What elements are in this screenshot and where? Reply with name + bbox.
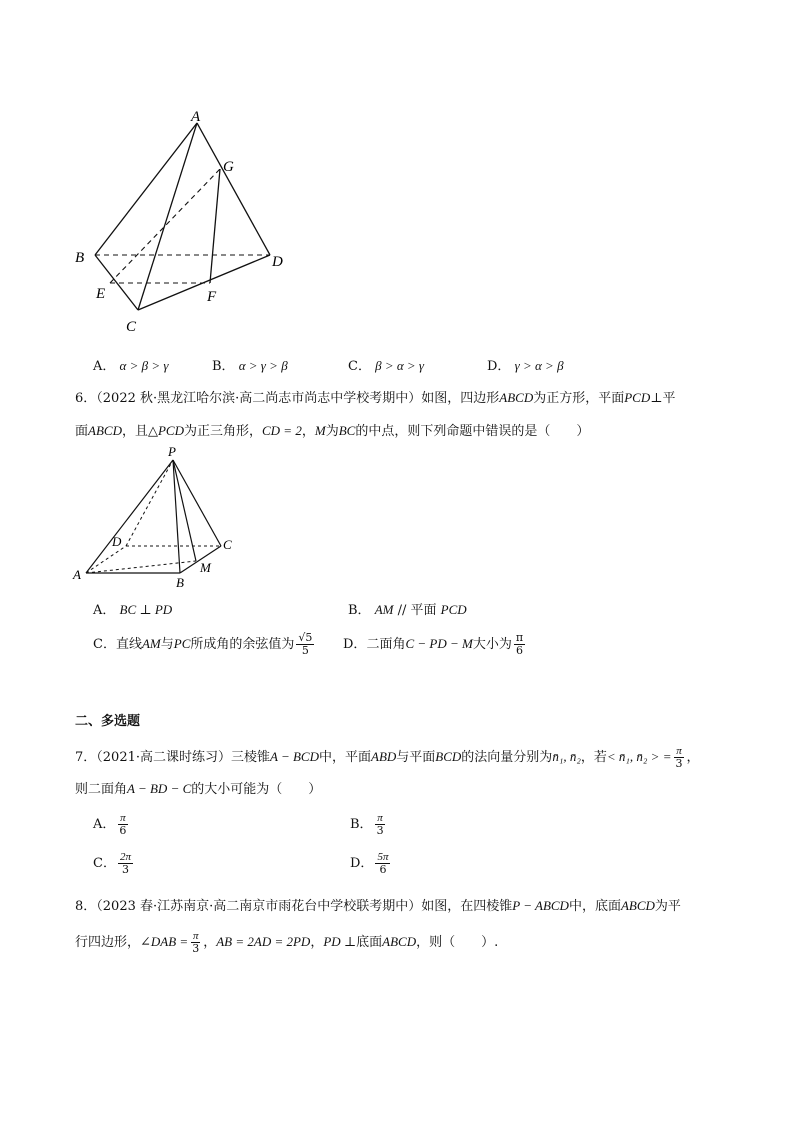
q6-line1-tail: ⊥平: [650, 391, 676, 406]
q6-option-b-am: AM: [374, 602, 394, 617]
q7-option-b[interactable]: [350, 812, 388, 837]
q5-label-f: F: [207, 289, 217, 305]
q6-number: 6．: [75, 391, 97, 406]
q6-label-c: C: [223, 537, 232, 552]
q6-option-a-letter: A．: [93, 603, 116, 618]
q8-number: 8．: [75, 899, 97, 914]
q7-option-c-fraction: [118, 851, 133, 876]
q5-option-b[interactable]: [212, 356, 288, 378]
q7-line-2: [75, 779, 321, 801]
q6-l2-abcd: ABCD: [88, 423, 122, 438]
q8-l2-pre: 行四边形，: [75, 935, 141, 951]
q6-option-b-pcd: PCD: [440, 602, 467, 617]
q5-option-d-math: γ > α > β: [514, 358, 564, 373]
q7-l2-pre: 则二面角: [75, 782, 128, 797]
q5-label-b: B: [75, 250, 85, 266]
q6-label-a: A: [73, 567, 81, 582]
q6-l2-mid1: ，且△: [121, 424, 158, 439]
q7-angle-den: 3: [675, 757, 683, 771]
q6-option-c-mid: 与: [160, 637, 174, 653]
q6-option-b[interactable]: [348, 600, 467, 622]
q7-option-c-letter: C．: [93, 856, 116, 872]
q6-option-c-letter: C．: [93, 637, 116, 653]
q6-l2-mid3: ，: [301, 424, 315, 439]
q7-vecs: n̄₁, n̄₂: [552, 749, 581, 765]
q6-option-c-pre: 直线: [115, 637, 142, 653]
q7-angle-fraction: [673, 745, 684, 770]
q6-option-d-pre: 二面角: [366, 637, 406, 653]
q5-label-d: D: [272, 254, 283, 270]
q8-pyr: P − ABCD: [512, 898, 569, 913]
q6-option-b-text: // 平面: [393, 603, 441, 618]
q6-option-c-den: 5: [301, 644, 309, 658]
q5-option-d[interactable]: [487, 356, 564, 378]
q7-bcd: BCD: [435, 749, 462, 765]
q7-angle: < n̄₁, n̄₂ > =: [606, 749, 672, 765]
q8-eq: AB = 2AD = 2PD: [216, 934, 311, 950]
q7-dihedral: A − BD − C: [127, 781, 192, 796]
q5-label-c: C: [126, 319, 137, 335]
q6-label-d: D: [112, 534, 122, 549]
q8-angle-den: 3: [192, 942, 200, 956]
q6-option-b-letter: B．: [348, 603, 371, 618]
q6-option-c[interactable]: [93, 632, 316, 657]
q6-label-p: P: [168, 444, 176, 459]
q7-option-c-num: 2π: [119, 851, 131, 863]
q6-option-d-letter: D．: [343, 637, 367, 653]
q5-option-a[interactable]: [93, 356, 169, 378]
q5-option-c-letter: C．: [348, 359, 371, 374]
q8-t4: ，: [310, 935, 324, 951]
q7-line-1: [75, 745, 700, 770]
q6-label-b: B: [176, 575, 184, 590]
q7-t5: ，: [686, 750, 700, 766]
q7-option-d[interactable]: [350, 851, 392, 876]
q7-option-a-den: 6: [119, 824, 127, 838]
q7-angle-num: π: [676, 745, 682, 757]
q6-option-c-pc: PC: [173, 636, 191, 652]
q6-option-d-post: 大小为: [472, 637, 512, 653]
q6-l2-pre: 面: [75, 424, 89, 439]
q6-abcd: ABCD: [499, 390, 534, 405]
q8-abcd2: ABCD: [382, 934, 417, 950]
section-heading-multi-choice: 二、多选题: [75, 714, 141, 729]
q7-abd: ABD: [371, 749, 397, 765]
q8-t1: 中，底面: [568, 899, 621, 914]
q7-t1: 中，平面: [318, 750, 371, 766]
q7-tet: A − BCD: [270, 749, 319, 765]
q6-line-1: [75, 388, 675, 410]
q8-perp: PD ⊥: [323, 934, 357, 950]
q5-option-c[interactable]: [348, 356, 424, 378]
q7-option-a-fraction: [117, 812, 128, 837]
q8-angle-fraction: [190, 930, 201, 955]
q5-option-c-math: β > α > γ: [375, 358, 425, 373]
q6-l2-pcd: PCD: [157, 423, 184, 438]
q6-pcd: PCD: [624, 390, 651, 405]
q6-l2-bc: BC: [338, 423, 356, 438]
q6-option-c-num: √5: [298, 631, 313, 644]
q5-tetrahedron-figure: [70, 105, 300, 340]
q8-line-1: [75, 896, 681, 918]
q7-t3: 的法向量分别为: [461, 750, 553, 766]
q6-option-d-math: C − PD − M: [405, 636, 473, 652]
q7-option-c-den: 3: [121, 863, 129, 877]
q6-option-d-fraction: [514, 632, 525, 657]
q5-label-a: A: [191, 109, 201, 125]
q5-option-b-letter: B．: [212, 359, 235, 374]
q6-option-a-math: BC ⊥ PD: [119, 602, 173, 617]
q7-option-a-letter: A．: [93, 817, 116, 833]
q6-option-c-post: 所成角的余弦值为: [190, 637, 295, 653]
q5-option-a-letter: A．: [93, 359, 116, 374]
q7-source: （2021·高二课时练习）三棱锥: [96, 750, 270, 766]
q7-option-c[interactable]: [93, 851, 135, 876]
q5-option-b-math: α > γ > β: [238, 358, 288, 373]
q6-line-2: [75, 421, 589, 443]
q6-source: （2022 秋·黑龙江哈尔滨·高二尚志市尚志中学校考期中）如图，四边形: [96, 391, 500, 406]
q5-option-a-math: α > β > γ: [119, 358, 169, 373]
q6-pyramid-figure: [68, 442, 248, 592]
q6-option-a[interactable]: [93, 600, 172, 622]
q6-option-d-num: π: [515, 631, 524, 644]
q8-t3: ，: [203, 935, 217, 951]
q7-t2: 与平面: [396, 750, 436, 766]
q8-t5: 底面: [356, 935, 383, 951]
q6-l2-mid2: 为正三角形，: [183, 424, 262, 439]
q7-l2-post: 的大小可能为（ ）: [191, 782, 322, 797]
q7-number: 7．: [75, 750, 97, 766]
q7-option-a[interactable]: [93, 812, 130, 837]
q5-option-d-letter: D．: [487, 359, 511, 374]
q8-t6: ，则（ ）.: [416, 935, 499, 951]
q7-option-b-fraction: [375, 812, 386, 837]
q6-l2-m: M: [314, 423, 326, 438]
q6-l2-tail: 的中点，则下列命题中错误的是（ ）: [355, 424, 590, 439]
q6-l2-cd: CD = 2: [261, 423, 302, 438]
q8-t2: 为平: [654, 899, 681, 914]
q7-option-b-num: π: [377, 812, 383, 824]
q5-label-e: E: [96, 286, 106, 302]
q6-option-c-am: AM: [141, 636, 161, 652]
q7-option-b-den: 3: [376, 824, 384, 838]
q6-option-c-fraction: [296, 632, 314, 657]
q6-l2-mid4: 为: [325, 424, 339, 439]
q7-t4: ，若: [580, 750, 607, 766]
q5-label-g: G: [223, 159, 234, 175]
q8-line-2: [75, 930, 498, 955]
q6-option-d[interactable]: [343, 632, 527, 657]
q8-angle: ∠DAB =: [140, 934, 189, 950]
q8-abcd: ABCD: [620, 898, 655, 913]
q7-option-d-num: 5π: [377, 851, 389, 863]
q6-option-d-den: 6: [515, 644, 523, 658]
q6-label-m: M: [200, 560, 211, 575]
q8-angle-num: π: [192, 930, 199, 942]
q7-option-d-letter: D．: [350, 856, 374, 872]
q7-option-d-fraction: [375, 851, 390, 876]
q8-source: （2023 春·江苏南京·高二南京市雨花台中学校联考期中）如图，在四棱锥: [96, 899, 513, 914]
q7-option-b-letter: B．: [350, 817, 373, 833]
q6-line1-rest: 为正方形，平面: [533, 391, 625, 406]
q7-option-d-den: 6: [379, 863, 387, 877]
q7-option-a-num: π: [120, 812, 126, 824]
